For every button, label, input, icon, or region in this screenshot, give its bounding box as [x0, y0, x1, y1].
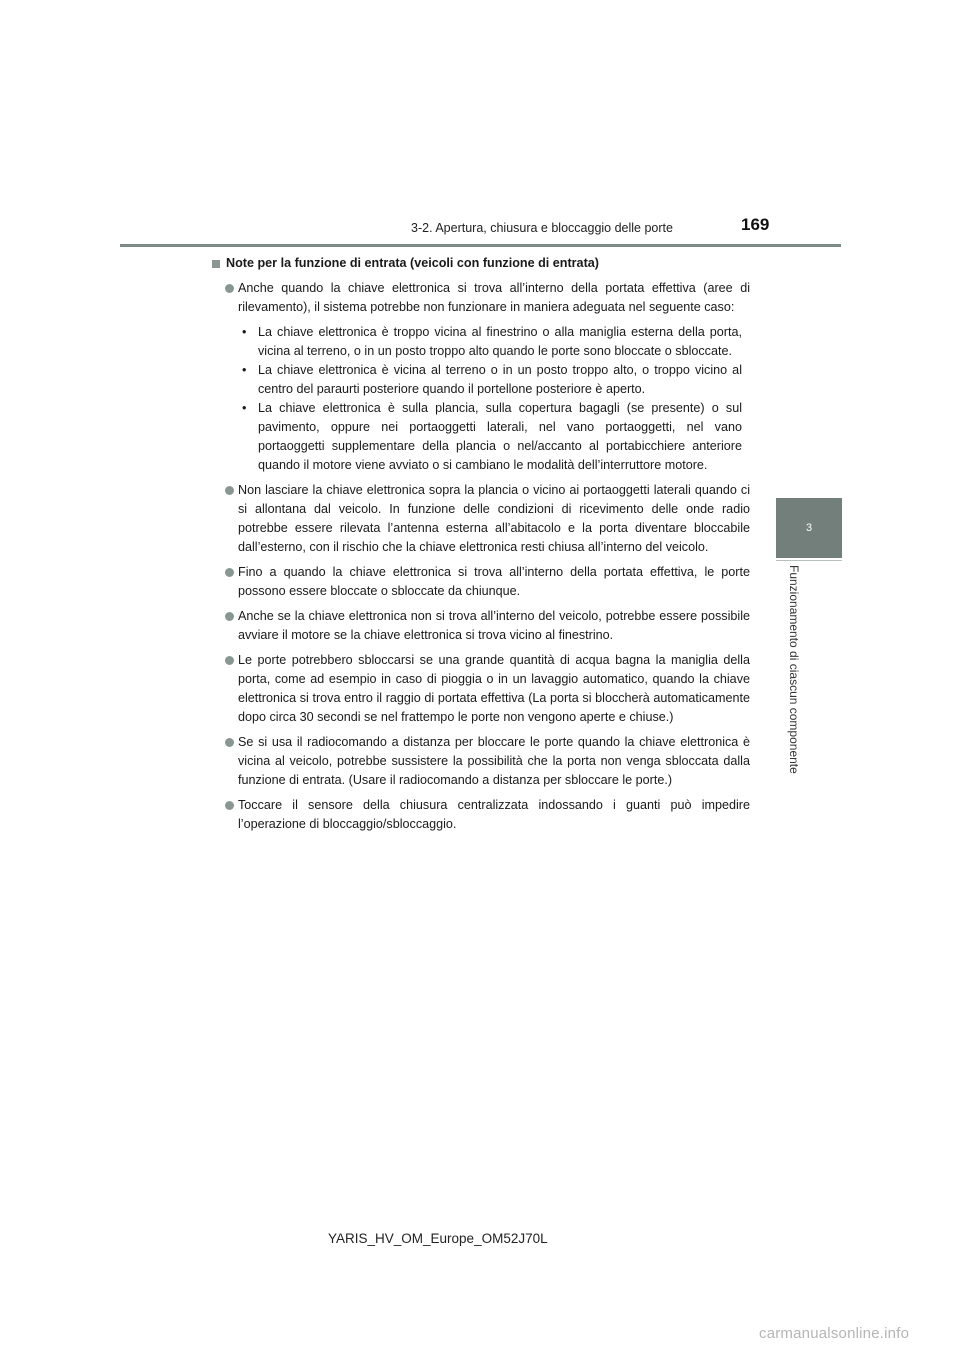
- list-item-text: Toccare il sensore della chiusura centralizzata indossando i guanti può impedire l’operazione di bloccaggio/sbloccaggio.: [238, 798, 750, 831]
- list-item: [212, 563, 750, 601]
- list-item: [212, 607, 750, 645]
- round-bullet-icon: [225, 656, 234, 665]
- chapter-tab: [776, 498, 842, 558]
- chapter-title: Funzionamento di ciascun componente: [787, 565, 801, 774]
- list-item-text: Non lasciare la chiave elettronica sopra la plancia o vicino ai portaoggetti laterali quando ci si allontana dal veicolo. In funzione delle condizioni di ricevimento delle onde radio potrebbe essere rilevata l’antenna esterna all’abitacolo e la porta diventare bloccabile dall’esterno, con il rischio che la chiave elettronica resti chiusa all’interno del veicolo.: [238, 483, 750, 554]
- round-bullet-icon: [225, 738, 234, 747]
- list-item: [212, 481, 750, 557]
- round-bullet-icon: [225, 568, 234, 577]
- list-item-text: Le porte potrebbero sbloccarsi se una grande quantità di acqua bagna la maniglia della porta, come ad esempio in caso di pioggia o in un lavaggio automatico, quando la chiave elettronica si trova entro il raggio di portata effettiva (La porta si bloccherà automaticamente dopo circa 30 secondi se nel frattempo le porte non vengono aperte e chiuse.): [238, 653, 750, 724]
- round-bullet-icon: [225, 801, 234, 810]
- round-bullet-icon: [225, 612, 234, 621]
- sub-list-item-text: La chiave elettronica è troppo vicina al finestrino o alla maniglia esterna della porta, vicina al terreno, o in un posto troppo alto quando le porte sono bloccate o sbloccate.: [258, 325, 742, 358]
- sub-list: [238, 323, 750, 475]
- sub-list-item: [238, 399, 742, 475]
- list-item-text: Anche se la chiave elettronica non si trova all’interno del veicolo, potrebbe essere possibile avviare il motore se la chiave elettronica si trova vicino al finestrino.: [238, 609, 750, 642]
- list-item-text: Anche quando la chiave elettronica si trova all’interno della portata effettiva (aree di rilevamento), il sistema potrebbe non funzionare in maniera adeguata nel seguente caso:: [238, 281, 750, 314]
- list-item: [212, 651, 750, 727]
- document-code: YARIS_HV_OM_Europe_OM52J70L: [328, 1231, 548, 1246]
- header-divider: [120, 244, 841, 247]
- chapter-tab-divider: [776, 560, 842, 561]
- sub-list-item: [238, 361, 742, 399]
- section-heading-text: Note per la funzione di entrata (veicoli con funzione di entrata): [226, 256, 599, 270]
- watermark: carmanualsonline.info: [759, 1325, 910, 1342]
- chapter-side-label: [787, 565, 809, 810]
- round-bullet-icon: [225, 284, 234, 293]
- sub-list-item: [238, 323, 742, 361]
- round-bullet-icon: [225, 486, 234, 495]
- sub-list-item-text: La chiave elettronica è sulla plancia, sulla copertura bagagli (se presente) o sul pavimento, oppure nei portaoggetti laterali, nel vano portaoggetti, nel vano portaoggetti supplementare della plancia o nel/accanto al portabicchiere anteriore quando il motore viene avviato o si cambiano le modalità dell’interruttore motore.: [258, 401, 742, 472]
- chapter-number: 3: [805, 522, 813, 534]
- main-content: [212, 254, 750, 834]
- list-item: [212, 733, 750, 790]
- list-item-text: Se si usa il radiocomando a distanza per bloccare le porte quando la chiave elettronica è vicina al veicolo, potrebbe sussistere la possibilità che la porta non venga sbloccata dalla funzione di entrata. (Usare il radiocomando a distanza per sbloccare le porte.): [238, 735, 750, 787]
- running-header-section-title: 3-2. Apertura, chiusura e bloccaggio delle porte: [411, 221, 673, 235]
- sub-bullet-icon: •: [242, 363, 247, 377]
- page-number: 169: [741, 215, 770, 234]
- sub-bullet-icon: •: [242, 401, 247, 415]
- list-item-text: Fino a quando la chiave elettronica si trova all’interno della portata effettiva, le porte possono essere bloccate o sbloccate da chiunque.: [238, 565, 750, 598]
- sub-bullet-icon: •: [242, 325, 247, 339]
- sub-list-item-text: La chiave elettronica è vicina al terreno o in un posto troppo alto, o troppo vicino al centro del paraurti posteriore quando il portellone posteriore è aperto.: [258, 363, 742, 396]
- square-bullet-icon: [212, 260, 220, 268]
- list-item: [212, 796, 750, 834]
- section-heading: [212, 254, 750, 273]
- list-item: [212, 279, 750, 475]
